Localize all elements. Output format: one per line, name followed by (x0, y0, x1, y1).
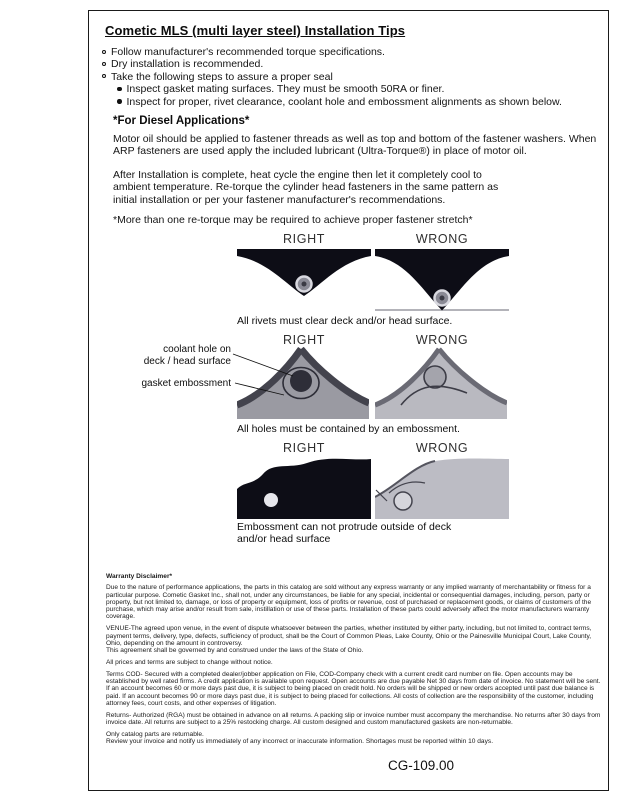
retorque-note: *More than one re-torque may be required to achieve proper fastener stretch* (113, 214, 473, 226)
embossment-wrong-figure (375, 347, 507, 419)
coolant-hole-label-line2: deck / head surface (143, 355, 231, 367)
installation-tips-list (102, 46, 602, 108)
rivet-right-figure (237, 249, 371, 311)
tip-text: Follow manufacturer's recommended torque specifications. (111, 46, 385, 58)
open-bullet-marker (102, 74, 106, 78)
holes-caption: All holes must be contained by an embossment. (237, 423, 460, 435)
tip-sub-text: Inspect for proper, rivet clearance, coolant hole and embossment alignments as shown below. (126, 95, 562, 108)
warranty-paragraph: Due to the nature of performance applications, the parts in this catalog are sold without any express warranty or any implied warranty of merchantability or fitness for a particular purpose. Cometic Gasket Inc., shall not, under any circumstances, be liable for any special, incidental or consequential damages, including, person, party or property, but not limited to, damage, or loss of property or equipment, loss of profits or revenue, cost of purchased or replacement goods, or claims of customers of the purchase, which may arise and/or result from sale, instillation or use of these parts. Installation of these parts could adversely affect the motor manufacturers warranty coverage. (106, 584, 592, 621)
tip-sub-item (117, 96, 602, 108)
right-header: RIGHT (283, 441, 325, 455)
tip-item (102, 58, 602, 70)
right-header: RIGHT (283, 333, 325, 347)
governing-law-line: This agreement shall be governed by and construed under the laws of the State of Ohio. (106, 647, 364, 655)
tip-sub-text: Inspect gasket mating surfaces. They must be smooth 50RA or finer. (126, 83, 445, 96)
rivet-caption: All rivets must clear deck and/or head surface. (237, 315, 453, 327)
warranty-heading: Warranty Disclaimer* (106, 573, 173, 580)
diesel-oil-paragraph: Motor oil should be applied to fastener threads as well as top and bottom of the fastener washers. When ARP fasteners are used apply the included lubricant (Ultra-Torque®) in place of motor oil. (113, 133, 597, 158)
filled-bullet-marker (117, 87, 122, 92)
tip-sub-item (117, 83, 602, 95)
rivet-wrong-figure (375, 249, 509, 311)
embossment-right-figure (237, 347, 369, 419)
protrusion-right-figure (237, 457, 371, 519)
prices-line: All prices and terms are subject to change without notice. (106, 658, 273, 666)
warranty-disclaimer-section (106, 573, 602, 750)
diesel-heat-cycle-paragraph: After Installation is complete, heat cycle the engine then let it completely cool to ambient temperature. Re-torque the cylinder head fasteners in the same pattern as initial installation or per your fastener manufacturer's recommendations. (113, 169, 499, 206)
venue-paragraph: VENUE-The agreed upon venue, in the event of dispute whatsoever between the parties, whether instituted by either party, including, but not limited to, contract terms, payment terms, delivery, type, defects, sufficiency of product, shall be the Court of Common Pleas, Lake County, Ohio or the Painesville Municipal Court, Lake County, Ohio, depending on the amount in controversy. (106, 625, 592, 647)
right-header: RIGHT (283, 232, 325, 246)
review-invoice-line: Review your invoice and notify us immediately of any incorrect or inaccurate information. Shortages must be reported within 10 days. (106, 738, 494, 746)
wrong-header: WRONG (415, 441, 469, 455)
open-bullet-marker (102, 50, 106, 54)
protrusion-caption: Embossment can not protrude outside of deck and/or head surface (237, 521, 452, 546)
page-number: CG-109.00 (387, 758, 455, 773)
tip-text: Dry installation is recommended. (111, 58, 264, 71)
gasket-embossment-label: gasket embossment (141, 378, 231, 389)
returns-paragraph: Returns- Authorized (RGA) must be obtained in advance on all returns. A packing slip or invoice number must accompany the merchandise. No returns after 30 days from invoice date. All returns are subject to a 25% restocking charge. All custom designed and custom manufactured gaskets are non-returnable. (106, 711, 601, 727)
tip-text: Take the following steps to assure a proper seal (111, 70, 333, 83)
open-bullet-marker (102, 62, 106, 66)
filled-bullet-marker (117, 99, 122, 104)
wrong-header: WRONG (415, 232, 469, 246)
coolant-hole-label (119, 344, 231, 367)
page-title: Cometic MLS (multi layer steel) Installation Tips (105, 23, 406, 38)
coolant-hole-label-line1: coolant hole on (163, 344, 231, 355)
diesel-applications-heading: *For Diesel Applications* (113, 115, 250, 127)
terms-paragraph: Terms COD- Secured with a completed dealer/jobber application on File, COD-Company check with a current credit card number on file. Open accounts may be established by well rated firms. A credit application is available upon request. Open accounts are due payable Net 30 days from date of invoice. No statement will be sent. If an account becomes 60 or more days past due, it is subject to being placed on credit hold. No orders will be shipped or new orders accepted until past due balance is paid. If an account becomes 90 or more days past due, it is subject to being placed for collections. All costs of collection are the responsibility of the customer, including attorney fees, court costs, and other expenses of litigation. (106, 670, 601, 707)
protrusion-wrong-figure (375, 457, 509, 519)
diagram-section (89, 227, 610, 572)
wrong-header: WRONG (415, 333, 469, 347)
only-catalog-line: Only catalog parts are returnable. (106, 730, 204, 738)
tip-item (102, 71, 602, 83)
page-border-frame (88, 10, 609, 791)
tip-item (102, 46, 602, 58)
